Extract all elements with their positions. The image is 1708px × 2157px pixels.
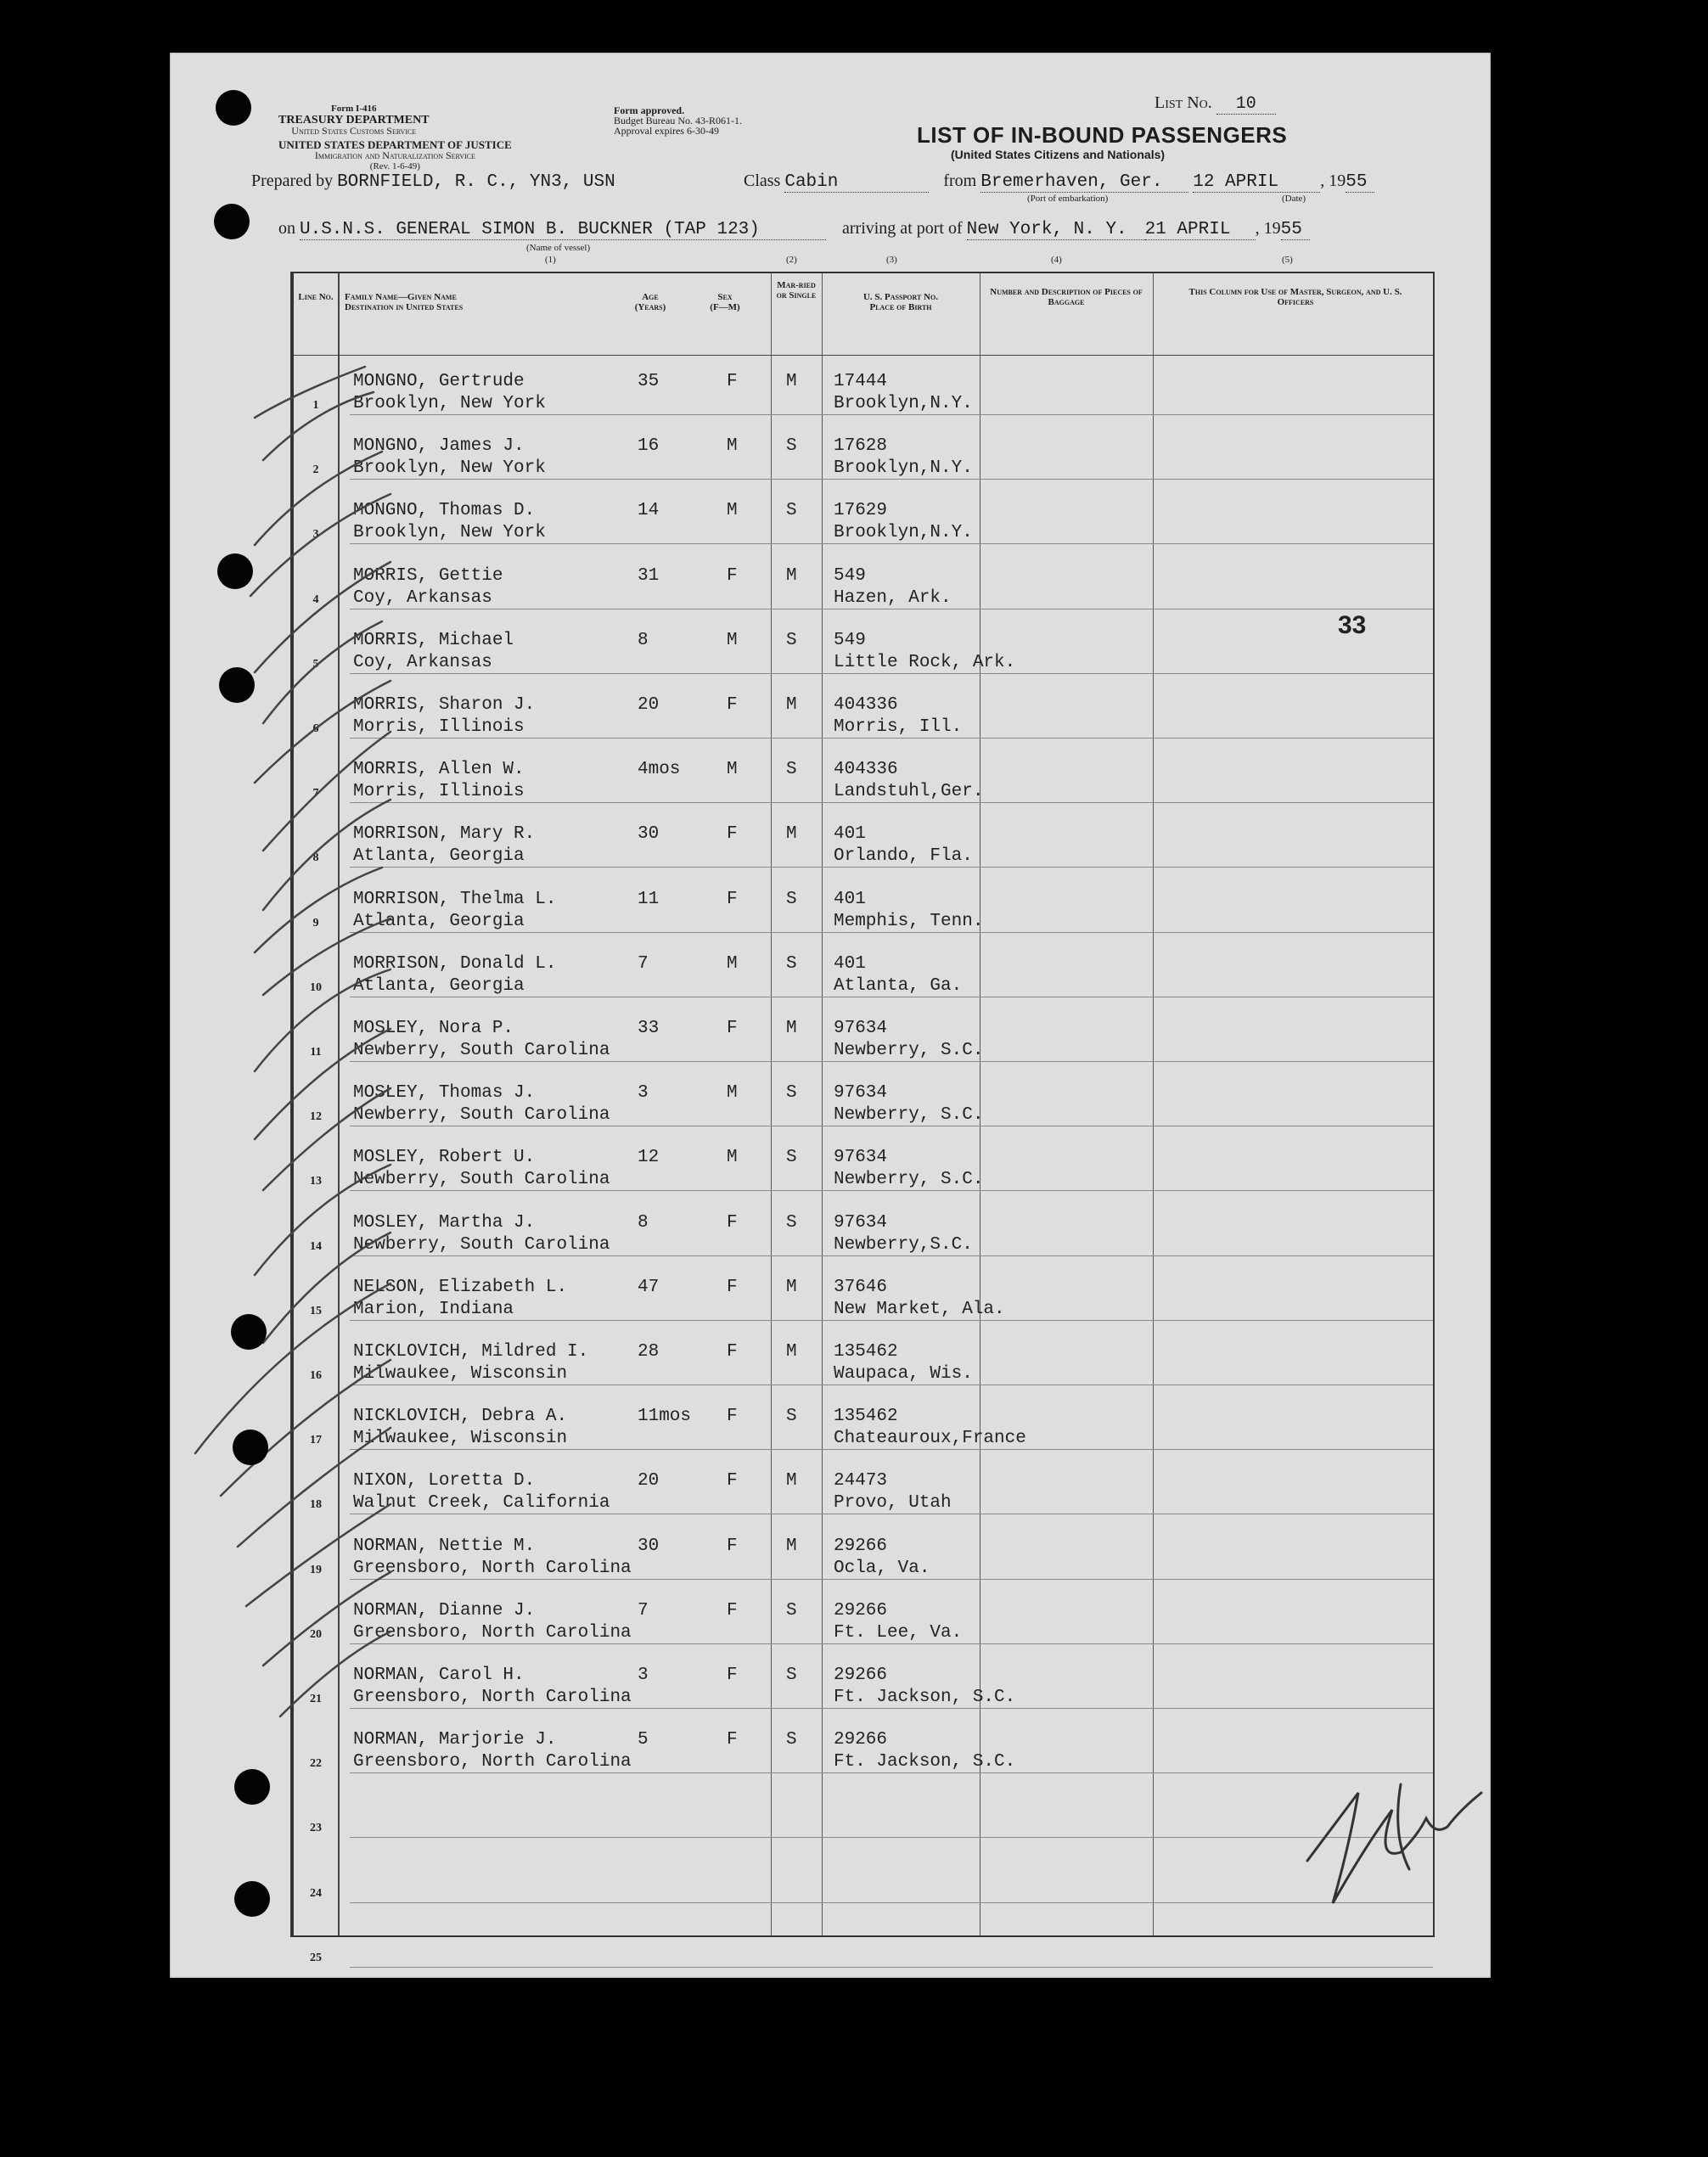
check-marks (170, 53, 1491, 1978)
cell-dest: Coy, Arkansas (353, 652, 492, 672)
prepared-by-label: Prepared by (251, 171, 334, 190)
cell-dest: Coy, Arkansas (353, 587, 492, 608)
cell-birth: Provo, Utah (834, 1493, 952, 1514)
line-number: 6 (312, 722, 319, 735)
cell-ms: S (786, 501, 797, 521)
cell-passport: 549 (834, 630, 866, 650)
class-value: Cabin (784, 172, 929, 193)
line-number: 15 (310, 1304, 322, 1317)
cell-ms: S (786, 889, 797, 909)
binder-hole (219, 667, 255, 703)
cell-name: MORRIS, Allen W. (353, 760, 525, 780)
cell-birth: Waupaca, Wis. (834, 1364, 973, 1384)
cell-age: 16 (638, 436, 660, 457)
arrival-year-prefix: , 19 (1255, 219, 1281, 238)
cell-sex: M (727, 436, 738, 457)
arriving-label: arriving at port of (842, 219, 963, 238)
cell-birth: Newberry, S.C. (834, 1105, 984, 1126)
treasury-dept: TREASURY DEPARTMENT (278, 114, 430, 126)
cell-passport: 401 (834, 953, 866, 974)
th-name-1: Family Name—Given Name (345, 292, 457, 302)
cell-name: MORRISON, Donald L. (353, 953, 557, 974)
cell-ms: M (786, 372, 797, 391)
cell-name: MONGNO, Thomas D. (353, 501, 536, 521)
cell-dest: Greensboro, North Carolina (353, 1688, 632, 1707)
cell-name: MORRIS, Gettie (353, 565, 503, 586)
justice-dept: UNITED STATES DEPARTMENT OF JUSTICE (278, 138, 512, 151)
cell-dest: Atlanta, Georgia (353, 911, 525, 931)
cell-ms: S (786, 1148, 797, 1168)
cell-name: NORMAN, Carol H. (353, 1665, 525, 1685)
th-age-1: Age (642, 292, 659, 302)
th-married: Mar-ried or Single (776, 280, 817, 301)
cell-passport: 97634 (834, 1083, 888, 1104)
cell-sex: M (727, 630, 738, 650)
cell-sex: F (727, 695, 738, 715)
cell-passport: 97634 (834, 1019, 888, 1038)
binder-hole (234, 1881, 270, 1917)
prepared-by-value: BORNFIELD, R. C., YN3, USN (337, 172, 615, 192)
col-num-4: (4) (1051, 255, 1062, 265)
cell-ms: M (786, 1277, 797, 1297)
th-age-2: (Years) (634, 302, 666, 312)
col-num-2: (2) (786, 255, 797, 265)
line-number: 20 (310, 1627, 322, 1641)
th-line: Line No. (298, 292, 334, 302)
cell-passport: 404336 (834, 695, 898, 715)
cell-name: NORMAN, Nettie M. (353, 1536, 536, 1556)
depart-date: 12 APRIL (1193, 172, 1320, 193)
cell-dest: Marion, Indiana (353, 1299, 514, 1319)
cell-passport: 135462 (834, 1407, 898, 1427)
cell-passport: 24473 (834, 1471, 888, 1491)
cell-sex: F (727, 1342, 738, 1362)
cell-ms: S (786, 1083, 797, 1104)
cell-sex: M (727, 1083, 738, 1104)
binder-hole (233, 1430, 268, 1465)
cell-birth: Landstuhl,Ger. (834, 782, 984, 802)
from-value: Bremerhaven, Ger. (980, 172, 1188, 193)
ins-service: Immigration and Naturalization Service (314, 149, 475, 161)
cell-sex: F (727, 1407, 738, 1427)
cell-passport: 97634 (834, 1212, 888, 1233)
line-number: 11 (310, 1046, 322, 1059)
cell-name: MORRISON, Thelma L. (353, 889, 557, 909)
cell-birth: New Market, Ala. (834, 1299, 1005, 1319)
cell-age: 11mos (638, 1407, 692, 1427)
line-number: 5 (312, 657, 319, 671)
cell-age: 31 (638, 565, 660, 586)
cell-age: 30 (638, 824, 660, 845)
binder-hole (231, 1314, 267, 1350)
cell-dest: Atlanta, Georgia (353, 846, 525, 867)
cell-name: NELSON, Elizabeth L. (353, 1277, 568, 1297)
line-number: 25 (310, 1951, 322, 1964)
cell-passport: 29266 (834, 1600, 888, 1621)
cell-ms: S (786, 1212, 797, 1233)
cell-name: MOSLEY, Martha J. (353, 1212, 536, 1233)
cell-dest: Atlanta, Georgia (353, 975, 525, 996)
cell-sex: F (727, 1600, 738, 1621)
cell-dest: Newberry, South Carolina (353, 1234, 610, 1255)
cell-name: MORRIS, Michael (353, 630, 514, 650)
cell-dest: Greensboro, North Carolina (353, 1622, 632, 1643)
cell-age: 35 (638, 372, 660, 391)
col-num-5: (5) (1282, 255, 1293, 265)
cell-ms: S (786, 760, 797, 780)
cell-sex: M (727, 1148, 738, 1168)
cell-sex: F (727, 1471, 738, 1491)
arrival-year: 55 (1281, 220, 1310, 240)
line-number: 16 (310, 1369, 322, 1382)
approved-label: Form approved. (614, 104, 685, 116)
cell-age: 3 (638, 1083, 649, 1104)
th-officers: This Column for Use of Master, Surgeon, and U. S. Officers (1188, 287, 1402, 307)
cell-ms: S (786, 1600, 797, 1621)
cell-birth: Hazen, Ark. (834, 587, 952, 608)
cell-passport: 17629 (834, 501, 888, 521)
line-number: 8 (312, 851, 319, 865)
cell-birth: Brooklyn,N.Y. (834, 523, 973, 543)
cell-name: NORMAN, Dianne J. (353, 1600, 536, 1621)
cell-dest: Brooklyn, New York (353, 394, 546, 413)
class-label: Class (744, 171, 781, 190)
cell-birth: Chateauroux,France (834, 1429, 1026, 1449)
cell-ms: S (786, 630, 797, 650)
cell-dest: Brooklyn, New York (353, 523, 546, 543)
cell-name: MONGNO, Gertrude (353, 372, 525, 391)
cell-ms: S (786, 436, 797, 457)
binder-hole (214, 204, 250, 239)
cell-sex: F (727, 1665, 738, 1685)
th-name-2: Destination in United States (345, 302, 464, 312)
port-embark-caption: (Port of embarkation) (1027, 194, 1109, 204)
cell-dest: Morris, Illinois (353, 782, 525, 802)
cell-name: MOSLEY, Nora P. (353, 1019, 514, 1038)
cell-ms: S (786, 1407, 797, 1427)
cell-age: 7 (638, 1600, 649, 1621)
line-number: 4 (312, 593, 319, 606)
cell-sex: M (727, 760, 738, 780)
cell-ms: M (786, 695, 797, 715)
cell-sex: F (727, 824, 738, 845)
cell-birth: Morris, Ill. (834, 717, 963, 737)
cell-dest: Morris, Illinois (353, 717, 525, 737)
cell-name: MOSLEY, Robert U. (353, 1148, 536, 1168)
cell-ms: M (786, 1019, 797, 1038)
cell-sex: F (727, 889, 738, 909)
cell-birth: Newberry, S.C. (834, 1170, 984, 1190)
cell-passport: 29266 (834, 1536, 888, 1556)
line-number: 9 (312, 916, 319, 930)
cell-dest: Milwaukee, Wisconsin (353, 1364, 568, 1384)
cell-passport: 401 (834, 824, 866, 845)
cell-name: MORRISON, Mary R. (353, 824, 536, 845)
line-number: 23 (310, 1822, 322, 1835)
cell-sex: F (727, 1212, 738, 1233)
th-sex-1: Sex (717, 292, 733, 302)
line-number: 14 (310, 1239, 322, 1253)
list-no-value: 10 (1216, 94, 1276, 115)
cell-passport: 135462 (834, 1342, 898, 1362)
cell-dest: Newberry, South Carolina (353, 1041, 610, 1060)
cell-birth: Ft. Lee, Va. (834, 1622, 963, 1643)
cell-sex: F (727, 1019, 738, 1038)
depart-year-prefix: , 19 (1320, 171, 1346, 190)
line-number: 21 (310, 1693, 322, 1705)
cell-age: 33 (638, 1019, 660, 1038)
line-number: 17 (310, 1434, 322, 1447)
cell-birth: Memphis, Tenn. (834, 911, 984, 931)
cell-age: 30 (638, 1536, 660, 1556)
cell-dest: Walnut Creek, California (353, 1493, 610, 1514)
cell-ms: S (786, 1730, 797, 1750)
th-baggage: Number and Description of Pieces of Baggage (990, 287, 1143, 307)
arrival-port: New York, N. Y. (967, 220, 1145, 240)
line-number: 2 (312, 463, 319, 477)
cell-age: 7 (638, 953, 649, 974)
line-number: 13 (310, 1175, 322, 1188)
cell-birth: Brooklyn,N.Y. (834, 458, 973, 479)
customs-service: United States Customs Service (291, 125, 417, 137)
cell-name: NIXON, Loretta D. (353, 1471, 536, 1491)
cell-age: 3 (638, 1665, 649, 1685)
cell-age: 14 (638, 501, 660, 521)
cell-dest: Brooklyn, New York (353, 458, 546, 479)
cell-ms: S (786, 953, 797, 974)
budget-bureau: Budget Bureau No. 43-R061-1. (614, 115, 742, 126)
list-no-label: List No. (1155, 93, 1212, 112)
vessel-name: U.S.N.S. GENERAL SIMON B. BUCKNER (TAP 123) (300, 220, 826, 240)
cell-age: 20 (638, 695, 660, 715)
cell-ms: M (786, 565, 797, 586)
cell-dest: Milwaukee, Wisconsin (353, 1429, 568, 1449)
cell-passport: 549 (834, 565, 866, 586)
binder-hole (234, 1769, 270, 1805)
cell-age: 4mos (638, 760, 681, 780)
depart-year: 55 (1346, 172, 1374, 193)
cell-dest: Newberry, South Carolina (353, 1170, 610, 1190)
cell-age: 8 (638, 630, 649, 650)
cell-name: NICKLOVICH, Mildred I. (353, 1342, 589, 1362)
cell-birth: Ocla, Va. (834, 1558, 930, 1578)
cell-ms: S (786, 1665, 797, 1685)
cell-ms: M (786, 1536, 797, 1556)
cell-sex: F (727, 1730, 738, 1750)
binder-hole (216, 90, 251, 126)
cell-dest: Greensboro, North Carolina (353, 1752, 632, 1772)
cell-sex: M (727, 501, 738, 521)
cell-age: 20 (638, 1471, 660, 1491)
page-subtitle: (United States Citizens and Nationals) (951, 148, 1166, 161)
officer-signature (1299, 1759, 1486, 1929)
cell-age: 12 (638, 1148, 660, 1168)
cell-age: 47 (638, 1277, 660, 1297)
cell-age: 28 (638, 1342, 660, 1362)
cell-name: NICKLOVICH, Debra A. (353, 1407, 568, 1427)
cell-birth: Ft. Jackson, S.C. (834, 1752, 1016, 1772)
col-num-1: (1) (545, 255, 556, 265)
cell-sex: F (727, 1536, 738, 1556)
cell-name: NORMAN, Marjorie J. (353, 1730, 557, 1750)
cell-sex: F (727, 1277, 738, 1297)
line-number: 3 (312, 528, 319, 542)
manifest-page (170, 53, 1491, 1978)
th-passport-1: U. S. Passport No. (862, 292, 939, 302)
form-revision: (Rev. 1-6-49) (369, 161, 420, 171)
cell-ms: M (786, 1342, 797, 1362)
cell-passport: 17628 (834, 436, 888, 457)
on-label: on (278, 219, 295, 238)
cell-birth: Newberry, S.C. (834, 1041, 984, 1060)
binder-hole (217, 553, 253, 589)
cell-dest: Newberry, South Carolina (353, 1105, 610, 1126)
vessel-caption: (Name of vessel) (526, 243, 591, 253)
cell-name: MORRIS, Sharon J. (353, 695, 536, 715)
line-number: 1 (312, 399, 319, 412)
line-number: 18 (310, 1498, 322, 1512)
cell-birth: Little Rock, Ark. (834, 652, 1016, 672)
cell-passport: 404336 (834, 760, 898, 780)
cell-birth: Orlando, Fla. (834, 846, 973, 867)
cell-age: 8 (638, 1212, 649, 1233)
cell-name: MONGNO, James J. (353, 436, 525, 457)
cell-passport: 29266 (834, 1665, 888, 1685)
line-number: 19 (310, 1563, 322, 1576)
cell-passport: 97634 (834, 1148, 888, 1168)
line-number: 7 (312, 787, 319, 800)
page-title: LIST OF IN-BOUND PASSENGERS (917, 122, 1288, 148)
line-number: 22 (310, 1757, 322, 1771)
cell-passport: 37646 (834, 1277, 888, 1297)
cell-birth: Atlanta, Ga. (834, 975, 963, 996)
cell-name: MOSLEY, Thomas J. (353, 1083, 536, 1104)
cell-ms: M (786, 824, 797, 845)
cell-passport: 401 (834, 889, 866, 909)
cell-sex: F (727, 565, 738, 586)
cell-age: 11 (638, 889, 660, 909)
cell-dest: Greensboro, North Carolina (353, 1558, 632, 1578)
arrival-date: 21 APRIL (1145, 220, 1256, 240)
cell-sex: M (727, 953, 738, 974)
form-number: Form I-416 (331, 104, 377, 114)
cell-passport: 29266 (834, 1730, 888, 1750)
col-num-3: (3) (886, 255, 897, 265)
line-number: 24 (310, 1886, 322, 1900)
approval-expires: Approval expires 6-30-49 (614, 125, 719, 137)
cell-birth: Ft. Jackson, S.C. (834, 1688, 1016, 1707)
cell-sex: F (727, 372, 738, 391)
from-label: from (943, 171, 977, 190)
cell-birth: Newberry,S.C. (834, 1234, 973, 1255)
handwritten-number: 33 (1338, 611, 1367, 639)
cell-birth: Brooklyn,N.Y. (834, 394, 973, 413)
line-number: 10 (310, 980, 322, 994)
cell-passport: 17444 (834, 372, 888, 391)
date-caption: (Date) (1282, 194, 1306, 204)
line-number: 12 (310, 1110, 322, 1124)
th-passport-2: Place of Birth (869, 302, 932, 312)
cell-age: 5 (638, 1730, 649, 1750)
cell-ms: M (786, 1471, 797, 1491)
th-sex-2: (F—M) (710, 302, 740, 312)
